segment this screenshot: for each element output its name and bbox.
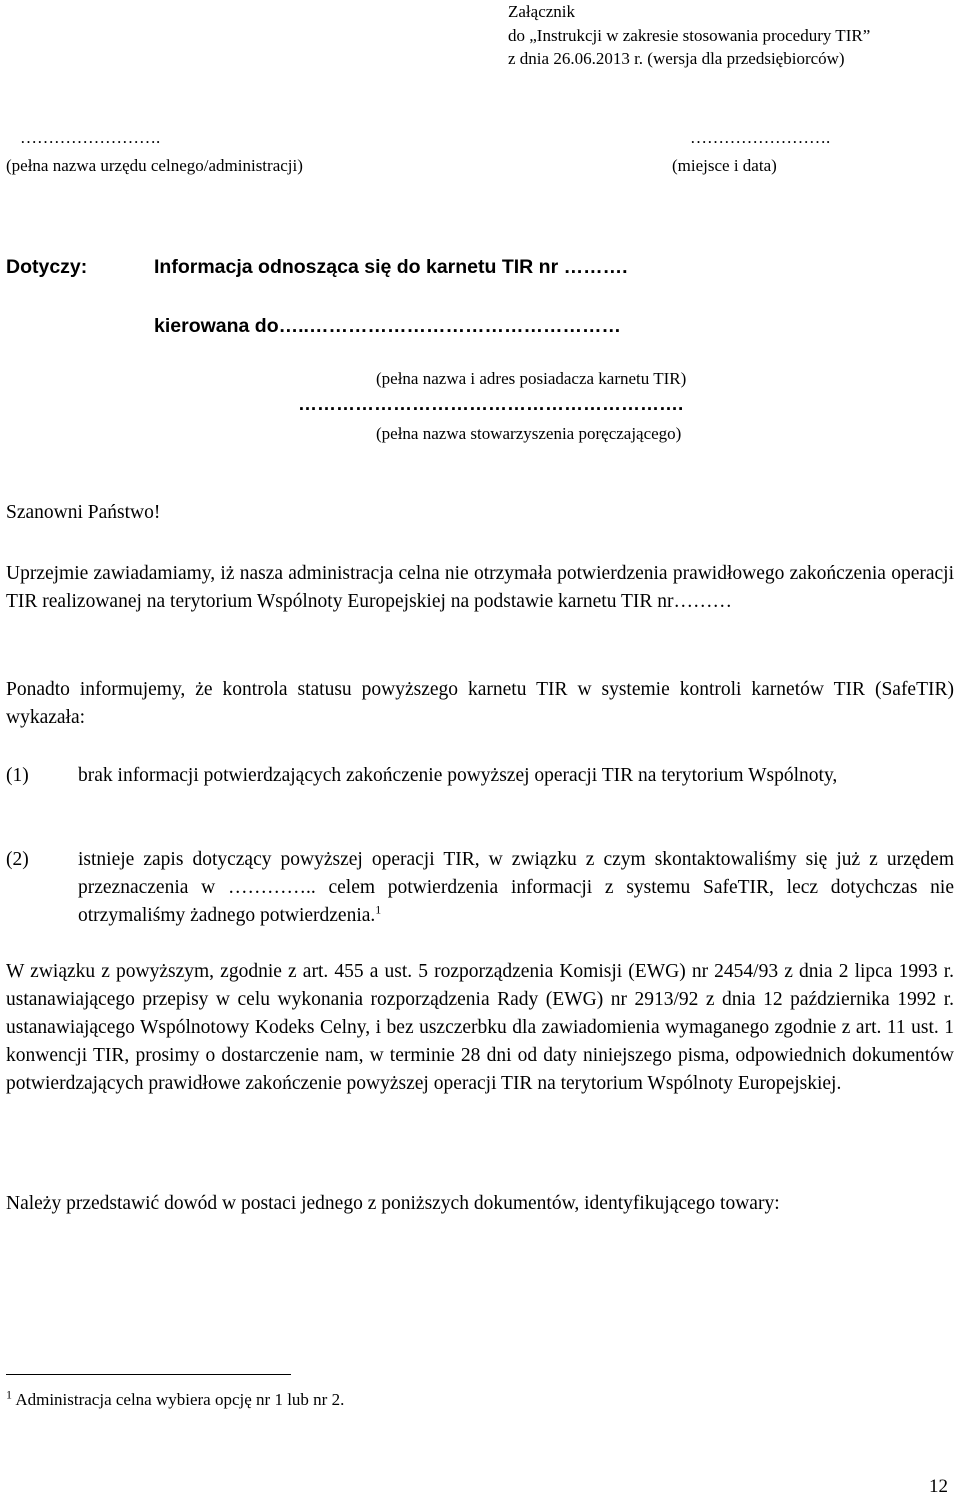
greeting: Szanowni Państwo! — [6, 502, 161, 523]
item-text — [78, 846, 954, 930]
footnote-number: 1 — [6, 1387, 12, 1402]
annex-title: Załącznik — [508, 2, 576, 21]
annex-date: z dnia 26.06.2013 r. (wersja dla przedsiębiorców) — [508, 49, 845, 68]
addressed-to: kierowana do…..………………………………………… — [154, 315, 621, 337]
place-date-dots: ……………………. — [690, 128, 831, 147]
subject-text: Informacja odnosząca się do karnetu TIR nr ………. — [154, 256, 628, 278]
footnote — [6, 1387, 345, 1410]
subject-label: Dotyczy: — [6, 256, 88, 278]
association-dots: ……………………………………………………. — [298, 394, 684, 415]
annex-instruction: do „Instrukcji w zakresie stosowania procedury TIR” — [508, 26, 871, 45]
item-number: (1) — [6, 765, 29, 786]
paragraph-legal-basis: W związku z powyższym, zgodnie z art. 455 a ust. 5 rozporządzenia Komisji (EWG) nr 2454/93 z dnia 2 lipca 1993 r. ustanawiającego przepisy w celu wykonania rozporządzenia Rady (EWG) nr 2913/92 z dnia 12 października 1992 r. ustanawiającego Wspólnotowy Kodeks Celny, i bez uszczerbku dla zawiadomienia wymaganego zgodnie z art. 11 ust. 1 konwencji TIR, prosimy o dostarczenie nam, w terminie 28 dni od daty niniejszego pisma, odpowiednich dokumentów potwierdzających prawidłowe zakończenie powyższej operacji TIR na terytorium Wspólnoty Europejskiej. — [6, 961, 954, 1094]
office-label: (pełna nazwa urzędu celnego/administracji) — [6, 156, 303, 175]
footnote-ref: 1 — [375, 902, 382, 917]
item-number: (2) — [6, 849, 29, 870]
holder-label: (pełna nazwa i adres posiadacza karnetu TIR) — [376, 369, 687, 388]
page-number: 12 — [929, 1476, 948, 1497]
paragraph-notification: Uprzejmie zawiadamiamy, iż nasza administracja celna nie otrzymała potwierdzenia prawidłowego zakończenia operacji TIR realizowanej na terytorium Wspólnoty Europejskiej na podstawie karnetu TIR nr……… — [6, 563, 954, 612]
footnote-divider — [6, 1374, 291, 1375]
paragraph-documents: Należy przedstawić dowód w postaci jednego z poniższych dokumentów, identyfikującego towary: — [6, 1193, 780, 1214]
place-date-label: (miejsce i data) — [672, 156, 777, 175]
footnote-text: Administracja celna wybiera opcję nr 1 lub nr 2. — [15, 1390, 345, 1409]
item-text-body: istnieje zapis dotyczący powyższej operacji TIR, w związku z czym skontaktowaliśmy się już z urzędem przeznaczenia w ………….. celem potwierdzenia informacji z systemu SafeTIR, lecz dotychczas nie otrzymaliśmy żadnego potwierdzenia. — [78, 849, 954, 926]
paragraph-safetir-check: Ponadto informujemy, że kontrola statusu powyższego karnetu TIR w systemie kontroli karnetów TIR (SafeTIR) wykazała: — [6, 679, 954, 728]
association-label: (pełna nazwa stowarzyszenia poręczającego) — [376, 424, 682, 443]
office-dots: ……………………. — [20, 128, 161, 147]
item-text: brak informacji potwierdzających zakończenie powyższej operacji TIR na terytorium Wspólnoty, — [78, 765, 838, 786]
